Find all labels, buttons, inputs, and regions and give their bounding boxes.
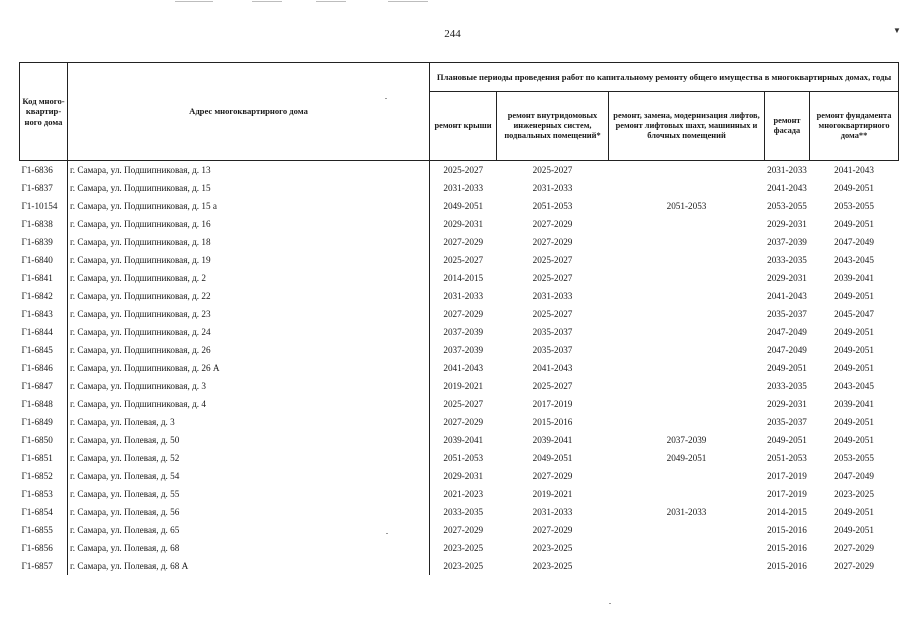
cell-elevators	[609, 251, 765, 269]
cell-foundation: 2049-2051	[834, 417, 874, 427]
cell-address: г. Самара, ул. Полевая, д. 65	[68, 521, 430, 539]
cell-facade: 2015-2016	[767, 561, 807, 571]
cell-code: Г1-6842	[21, 291, 53, 301]
cell-engineering: 2035-2037	[532, 345, 573, 355]
cell-code: Г1-6856	[21, 543, 53, 553]
cell-code: Г1-6841	[21, 273, 53, 283]
cell-engineering: 2027-2029	[532, 237, 573, 247]
cell-roof: 2027-2029	[430, 521, 497, 539]
cell-facade: 2014-2015	[767, 507, 807, 517]
cell-code: Г1-6857	[21, 561, 53, 571]
cell-foundation: 2039-2041	[834, 399, 874, 409]
cell-elevators	[609, 323, 765, 341]
cell-code: Г1-6839	[21, 237, 53, 247]
cell-roof: 2014-2015	[430, 269, 497, 287]
cell-roof: 2023-2025	[430, 557, 497, 575]
table-row	[20, 179, 899, 197]
cell-code: Г1-6848	[21, 399, 53, 409]
cell-engineering: 2019-2021	[532, 489, 573, 499]
cell-foundation: 2053-2055	[834, 453, 874, 463]
cell-elevators	[609, 377, 765, 395]
cell-engineering: 2015-2016	[532, 417, 573, 427]
cell-address: г. Самара, ул. Полевая, д. 3	[68, 413, 430, 431]
cell-address: г. Самара, ул. Подшипниковая, д. 24	[68, 323, 430, 341]
cell-elevators	[609, 179, 765, 197]
cell-foundation: 2049-2051	[834, 291, 874, 301]
cell-foundation: 2049-2051	[834, 525, 874, 535]
cell-roof: 2025-2027	[430, 251, 497, 269]
header-roof: ремонт крыши	[430, 92, 497, 161]
cell-foundation: 2047-2049	[834, 471, 874, 481]
cell-foundation: 2049-2051	[834, 507, 874, 517]
cell-code: Г1-6845	[21, 345, 53, 355]
cell-code: Г1-6843	[21, 309, 53, 319]
cell-facade: 2035-2037	[767, 309, 807, 319]
cell-address: г. Самара, ул. Полевая, д. 56	[68, 503, 430, 521]
cell-engineering: 2027-2029	[532, 471, 573, 481]
cell-roof: 2025-2027	[430, 161, 497, 180]
cell-elevators	[609, 305, 765, 323]
cell-foundation: 2049-2051	[834, 363, 874, 373]
cell-code: Г1-6844	[21, 327, 53, 337]
header-periods-title: Плановые периоды проведения работ по капитальному ремонту общего имущества в многоквартирных домах, годы	[430, 63, 899, 92]
cell-address: г. Самара, ул. Подшипниковая, д. 13	[68, 161, 430, 180]
table-row	[20, 539, 899, 557]
cell-address: г. Самара, ул. Подшипниковая, д. 19	[68, 251, 430, 269]
cell-facade: 2029-2031	[767, 273, 807, 283]
cell-roof: 2023-2025	[430, 539, 497, 557]
cell-foundation: 2049-2051	[834, 327, 874, 337]
cell-address: г. Самара, ул. Подшипниковая, д. 16	[68, 215, 430, 233]
cell-facade: 2015-2016	[767, 525, 807, 535]
table-row	[20, 233, 899, 251]
table-row	[20, 305, 899, 323]
cell-elevators	[609, 413, 765, 431]
cell-address: г. Самара, ул. Подшипниковая, д. 26	[68, 341, 430, 359]
table-row	[20, 269, 899, 287]
header-engineering: ремонт внутридомовых инженерных систем, подвальных помещений*	[497, 92, 609, 161]
cell-facade: 2049-2051	[767, 435, 807, 445]
table-row	[20, 359, 899, 377]
cell-engineering: 2049-2051	[532, 453, 573, 463]
scan-top-marks	[0, 0, 905, 6]
cell-roof: 2033-2035	[430, 503, 497, 521]
cell-code: Г1-6846	[21, 363, 53, 373]
cell-roof: 2039-2041	[430, 431, 497, 449]
cell-roof: 2027-2029	[430, 233, 497, 251]
cell-elevators	[609, 485, 765, 503]
cell-facade: 2017-2019	[767, 471, 807, 481]
cell-foundation: 2049-2051	[834, 435, 874, 445]
cell-roof: 2027-2029	[430, 305, 497, 323]
table-row	[20, 377, 899, 395]
cell-facade: 2041-2043	[767, 183, 807, 193]
cell-elevators	[609, 341, 765, 359]
cell-code: Г1-6849	[21, 417, 53, 427]
table-row	[20, 341, 899, 359]
cell-address: г. Самара, ул. Подшипниковая, д. 18	[68, 233, 430, 251]
cell-foundation: 2039-2041	[834, 273, 874, 283]
cell-code: Г1-6837	[21, 183, 53, 193]
cell-address: г. Самара, ул. Подшипниковая, д. 15	[68, 179, 430, 197]
cell-code: Г1-6853	[21, 489, 53, 499]
cell-engineering: 2041-2043	[532, 363, 573, 373]
cell-roof: 2037-2039	[430, 341, 497, 359]
cell-foundation: 2053-2055	[834, 201, 874, 211]
cell-facade: 2033-2035	[767, 255, 807, 265]
table-body	[20, 161, 899, 576]
cell-code: Г1-6847	[21, 381, 53, 391]
cell-foundation: 2041-2043	[834, 165, 874, 175]
cell-address: г. Самара, ул. Полевая, д. 52	[68, 449, 430, 467]
cell-engineering: 2025-2027	[532, 381, 573, 391]
table-row	[20, 251, 899, 269]
cell-elevators: 2049-2051	[666, 453, 707, 463]
cell-elevators	[609, 539, 765, 557]
cell-elevators	[609, 233, 765, 251]
cell-foundation: 2049-2051	[834, 345, 874, 355]
cell-elevators	[609, 395, 765, 413]
cell-facade: 2047-2049	[767, 327, 807, 337]
cell-elevators	[609, 269, 765, 287]
cell-address: г. Самара, ул. Полевая, д. 68	[68, 539, 430, 557]
table-row	[20, 431, 899, 449]
cell-facade: 2035-2037	[767, 417, 807, 427]
cell-address: г. Самара, ул. Полевая, д. 50	[68, 431, 430, 449]
cell-foundation: 2043-2045	[834, 381, 874, 391]
cell-address: г. Самара, ул. Подшипниковая, д. 23	[68, 305, 430, 323]
cell-elevators	[609, 359, 765, 377]
cell-facade: 2037-2039	[767, 237, 807, 247]
table-row	[20, 287, 899, 305]
cell-foundation: 2049-2051	[834, 183, 874, 193]
cell-facade: 2029-2031	[767, 399, 807, 409]
caret-down-icon: ▼	[893, 26, 901, 35]
cell-roof: 2051-2053	[430, 449, 497, 467]
cell-elevators	[609, 161, 765, 180]
capital-repair-table	[19, 62, 899, 575]
cell-engineering: 2031-2033	[532, 183, 573, 193]
cell-roof: 2019-2021	[430, 377, 497, 395]
header-code: Код много-квартир-ного дома	[20, 63, 68, 161]
table-row	[20, 215, 899, 233]
cell-roof: 2021-2023	[430, 485, 497, 503]
table-row	[20, 467, 899, 485]
cell-code: Г1-10154	[21, 201, 58, 211]
cell-engineering: 2039-2041	[532, 435, 573, 445]
cell-facade: 2051-2053	[767, 453, 807, 463]
cell-roof: 2025-2027	[430, 395, 497, 413]
cell-engineering: 2017-2019	[532, 399, 573, 409]
header-facade: ремонт фасада	[765, 92, 810, 161]
cell-facade: 2015-2016	[767, 543, 807, 553]
cell-roof: 2027-2029	[430, 413, 497, 431]
cell-code: Г1-6840	[21, 255, 53, 265]
cell-engineering: 2035-2037	[532, 327, 573, 337]
cell-foundation: 2047-2049	[834, 237, 874, 247]
cell-engineering: 2051-2053	[532, 201, 573, 211]
cell-foundation: 2023-2025	[834, 489, 874, 499]
cell-foundation: 2043-2045	[834, 255, 874, 265]
cell-roof: 2049-2051	[430, 197, 497, 215]
cell-address: г. Самара, ул. Подшипниковая, д. 2	[68, 269, 430, 287]
table-row	[20, 521, 899, 539]
table-row	[20, 413, 899, 431]
table-row	[20, 197, 899, 215]
cell-facade: 2049-2051	[767, 363, 807, 373]
cell-facade: 2017-2019	[767, 489, 807, 499]
cell-address: г. Самара, ул. Подшипниковая, д. 4	[68, 395, 430, 413]
cell-elevators	[609, 521, 765, 539]
table-row	[20, 485, 899, 503]
cell-code: Г1-6850	[21, 435, 53, 445]
cell-elevators	[609, 467, 765, 485]
cell-facade: 2031-2033	[767, 165, 807, 175]
cell-elevators: 2031-2033	[666, 507, 707, 517]
cell-engineering: 2027-2029	[532, 219, 573, 229]
cell-code: Г1-6838	[21, 219, 53, 229]
cell-address: г. Самара, ул. Подшипниковая, д. 15 а	[68, 197, 430, 215]
cell-elevators	[609, 215, 765, 233]
table-row	[20, 449, 899, 467]
cell-elevators	[609, 287, 765, 305]
cell-foundation: 2027-2029	[834, 543, 874, 553]
cell-engineering: 2031-2033	[532, 507, 573, 517]
cell-facade: 2029-2031	[767, 219, 807, 229]
cell-facade: 2041-2043	[767, 291, 807, 301]
cell-foundation: 2049-2051	[834, 219, 874, 229]
cell-engineering: 2031-2033	[532, 291, 573, 301]
cell-engineering: 2023-2025	[532, 543, 573, 553]
cell-code: Г1-6851	[21, 453, 53, 463]
cell-engineering: 2025-2027	[532, 255, 573, 265]
scan-speck	[609, 603, 611, 604]
table-row	[20, 503, 899, 521]
cell-roof: 2041-2043	[430, 359, 497, 377]
table-row	[20, 557, 899, 575]
cell-elevators: 2051-2053	[666, 201, 707, 211]
cell-engineering: 2023-2025	[532, 561, 573, 571]
cell-code: Г1-6855	[21, 525, 53, 535]
cell-roof: 2031-2033	[430, 179, 497, 197]
cell-code: Г1-6836	[21, 165, 53, 175]
cell-address: г. Самара, ул. Полевая, д. 68 А	[68, 557, 430, 575]
table-row	[20, 323, 899, 341]
cell-roof: 2037-2039	[430, 323, 497, 341]
cell-address: г. Самара, ул. Подшипниковая, д. 22	[68, 287, 430, 305]
cell-address: г. Самара, ул. Полевая, д. 55	[68, 485, 430, 503]
cell-facade: 2033-2035	[767, 381, 807, 391]
cell-code: Г1-6854	[21, 507, 53, 517]
header-foundation: ремонт фундамента многоквартирного дома**	[810, 92, 899, 161]
cell-engineering: 2025-2027	[532, 165, 573, 175]
page-number: 244	[444, 28, 461, 40]
header-elevators: ремонт, замена, модернизация лифтов, ремонт лифтовых шахт, машинных и блочных помещений	[609, 92, 765, 161]
table-row	[20, 395, 899, 413]
cell-roof: 2031-2033	[430, 287, 497, 305]
cell-address: г. Самара, ул. Полевая, д. 54	[68, 467, 430, 485]
header-address: Адрес многоквартирного дома	[68, 63, 430, 161]
cell-elevators: 2037-2039	[666, 435, 707, 445]
cell-roof: 2029-2031	[430, 467, 497, 485]
cell-foundation: 2045-2047	[834, 309, 874, 319]
cell-elevators	[609, 557, 765, 575]
cell-facade: 2053-2055	[767, 201, 807, 211]
cell-facade: 2047-2049	[767, 345, 807, 355]
cell-engineering: 2027-2029	[532, 525, 573, 535]
cell-code: Г1-6852	[21, 471, 53, 481]
cell-engineering: 2025-2027	[532, 273, 573, 283]
cell-roof: 2029-2031	[430, 215, 497, 233]
cell-foundation: 2027-2029	[834, 561, 874, 571]
cell-engineering: 2025-2027	[532, 309, 573, 319]
cell-address: г. Самара, ул. Подшипниковая, д. 26 А	[68, 359, 430, 377]
cell-address: г. Самара, ул. Подшипниковая, д. 3	[68, 377, 430, 395]
table-row	[20, 161, 899, 180]
